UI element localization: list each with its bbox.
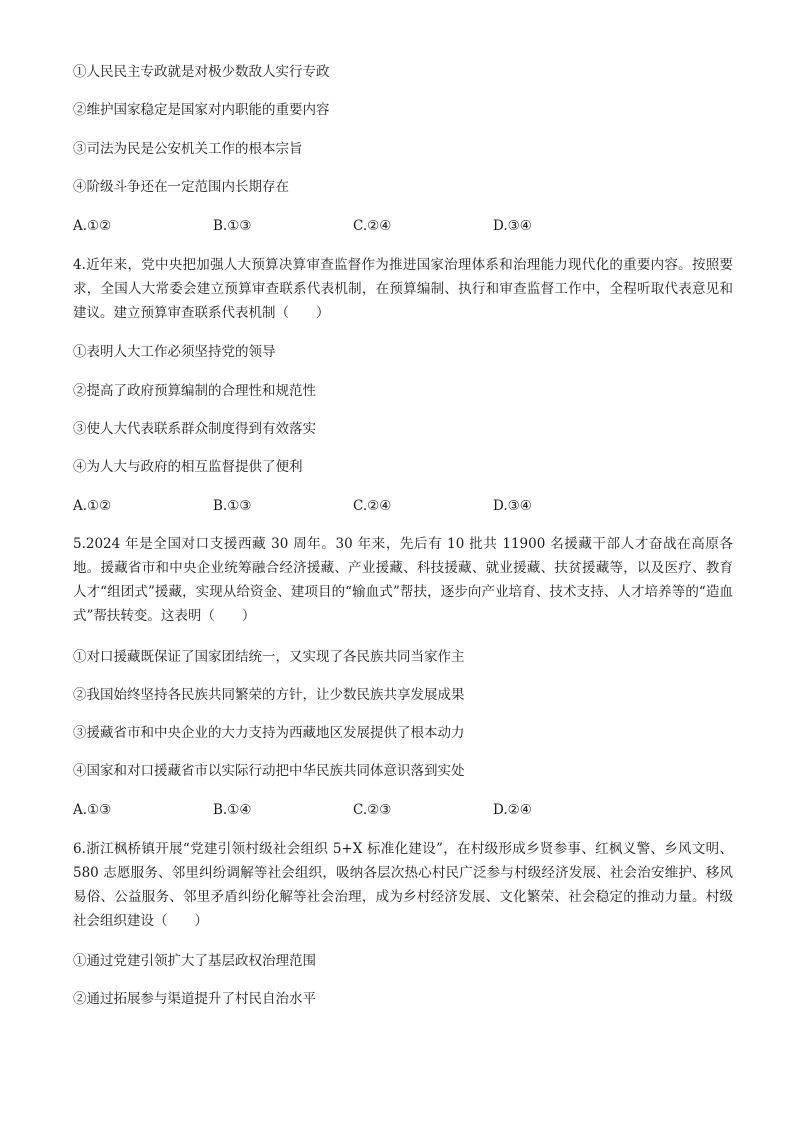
q5-answer-choices bbox=[73, 800, 573, 820]
q4-answer-choices bbox=[73, 496, 573, 516]
q5-answer-b: B.①④ bbox=[213, 802, 252, 818]
q6-option-2: ②通过拓展参与渠道提升了村民自治水平 bbox=[73, 991, 316, 1007]
q5-option-2: ②我国始终坚持各民族共同繁荣的方针，让少数民族共享发展成果 bbox=[73, 687, 465, 703]
q4-answer-d: D.③④ bbox=[493, 498, 532, 514]
q3-option-1: ①人民民主专政就是对极少数敌人实行专政 bbox=[73, 64, 330, 80]
q4-stem: 4.近年来，党中央把加强人大预算决算审查监督作为推进国家治理体系和治理能力现代化的重要内容。按照要求，全国人大常委会建立预算审查联系代表机制，在预算编制、执行和审查监督工作中，全程听取代表意见和建议。建立预算审查联系代表机制（ ） bbox=[73, 257, 733, 321]
q5-option-3: ③援藏省市和中央企业的大力支持为西藏地区发展提供了根本动力 bbox=[73, 725, 465, 741]
q4-option-4: ④为人大与政府的相互监督提供了便利 bbox=[73, 459, 303, 475]
q4-answer-c: C.②④ bbox=[353, 498, 392, 514]
q3-answer-c: C.②④ bbox=[353, 218, 392, 234]
q3-option-2: ②维护国家稳定是国家对内职能的重要内容 bbox=[73, 102, 330, 118]
q4-option-1: ①表明人大工作必须坚持党的领导 bbox=[73, 344, 276, 360]
q3-answer-a: A.①② bbox=[73, 218, 112, 234]
q4-answer-b: B.①③ bbox=[213, 498, 252, 514]
q5-option-1: ①对口援藏既保证了国家团结统一，又实现了各民族共同当家作主 bbox=[73, 649, 465, 665]
q5-answer-a: A.①③ bbox=[73, 802, 112, 818]
q4-option-2: ②提高了政府预算编制的合理性和规范性 bbox=[73, 383, 316, 399]
q3-answer-choices bbox=[73, 216, 573, 236]
q3-option-3: ③司法为民是公安机关工作的根本宗旨 bbox=[73, 141, 303, 157]
q6-option-1: ①通过党建引领扩大了基层政权治理范围 bbox=[73, 953, 316, 969]
q3-option-4: ④阶级斗争还在一定范围内长期存在 bbox=[73, 179, 289, 195]
q5-answer-c: C.②③ bbox=[353, 802, 392, 818]
q5-option-4: ④国家和对口援藏省市以实际行动把中华民族共同体意识落到实处 bbox=[73, 763, 465, 779]
q3-answer-d: D.③④ bbox=[493, 218, 532, 234]
q4-option-3: ③使人大代表联系群众制度得到有效落实 bbox=[73, 421, 316, 437]
q6-stem: 6.浙江枫桥镇开展“党建引领村级社会组织 5+X 标准化建设”，在村级形成乡贤参事、红枫义警、乡风文明、580 志愿服务、邻里纠纷调解等社会组织，吸纳各层次热心村民广泛参与村级经济发展、社会治安维护、移风易俗、公益服务、邻里矛盾纠纷化解等社会治理，成为乡村经济发展、文化繁荣、社会稳定的推动力量。村级社会组织建设（ ） bbox=[73, 841, 733, 929]
q4-answer-a: A.①② bbox=[73, 498, 112, 514]
q5-answer-d: D.②④ bbox=[493, 802, 532, 818]
q3-answer-b: B.①③ bbox=[213, 218, 252, 234]
q5-stem: 5.2024 年是全国对口支援西藏 30 周年。30 年来，先后有 10 批共 11900 名援藏干部人才奋战在高原各地。援藏省市和中央企业统筹融合经济援藏、产业援藏、科技援藏、就业援藏、扶贫援藏等，以及医疗、教育人才“组团式”援藏，实现从给资金、建项目的“输血式”帮扶，逐步向产业培育、技术支持、人才培养等的“造血式”帮扶转变。这表明（ ） bbox=[73, 536, 733, 624]
